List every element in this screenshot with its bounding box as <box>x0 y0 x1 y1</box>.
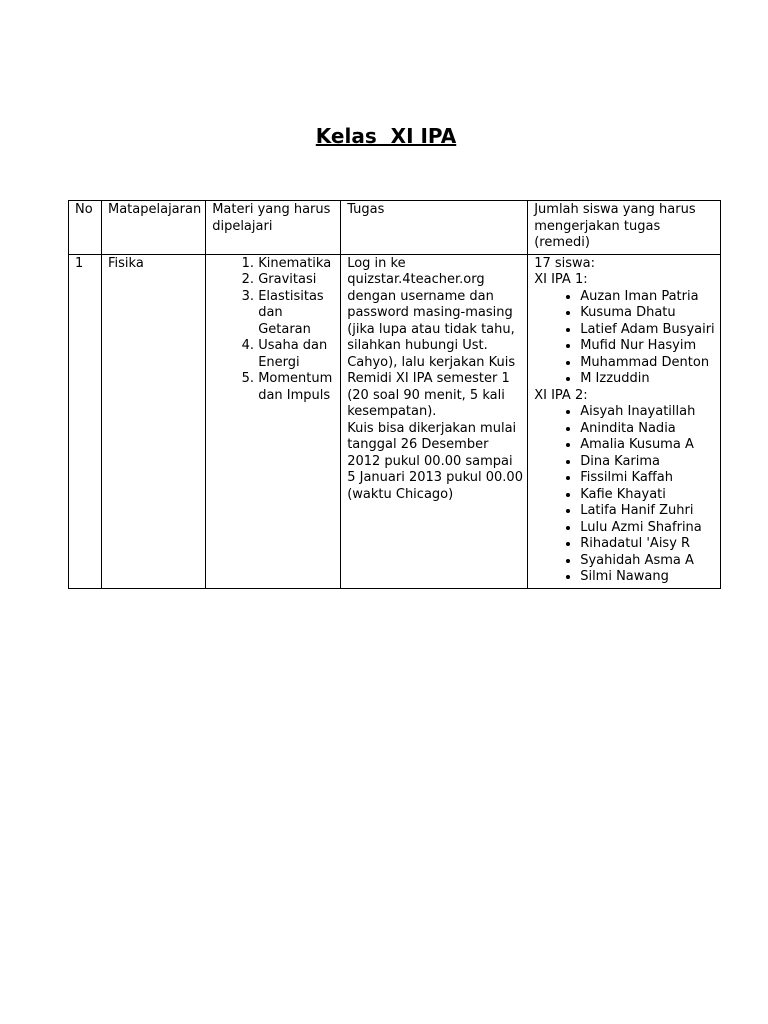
row-materi <box>206 254 341 588</box>
student-item: • Auzan Iman Patria <box>580 289 716 306</box>
materi-item: 5. Momentum dan Impuls <box>258 371 336 404</box>
tugas-schedule: Kuis bisa dikerjakan mulai tanggal 26 Desember 2012 pukul 00.00 sampai 5 Januari 2013 pukul 00.00 (waktu Chicago) <box>347 420 523 502</box>
row-jumlah <box>528 254 721 588</box>
student-item: • Kafie Khayati <box>580 487 716 504</box>
student-item: • Rihadatul 'Aisy R <box>580 536 716 553</box>
class2-student-list <box>534 404 716 586</box>
student-item: • Dina Karima <box>580 454 716 471</box>
table-header-row <box>69 201 721 255</box>
task-table <box>68 200 721 589</box>
tugas-details: (20 soal 90 menit, 5 kali kesempatan). <box>347 387 505 419</box>
student-item: • Syahidah Asma A <box>580 553 716 570</box>
student-item: • Lulu Azmi Shafrina <box>580 520 716 537</box>
class2-label: XI IPA 2: <box>534 387 588 403</box>
student-total: 17 siswa: <box>534 255 596 271</box>
student-item: • Mufid Nur Hasyim <box>580 338 716 355</box>
student-item: • Amalia Kusuma A <box>580 437 716 454</box>
student-item: • Muhammad Denton <box>580 355 716 372</box>
student-item: • Fissilmi Kaffah <box>580 470 716 487</box>
row-subject: Fisika <box>102 254 206 588</box>
header-no: No <box>69 201 102 255</box>
class1-label: XI IPA 1: <box>534 272 588 287</box>
student-item: • Latief Adam Busyairi <box>580 322 716 339</box>
student-item: • Silmi Nawang <box>580 569 716 586</box>
page-title: Kelas XI IPA <box>315 124 457 148</box>
materi-item: 3. Elastisitas dan Getaran <box>258 289 336 339</box>
row-no: 1 <box>69 254 102 588</box>
header-materi: Materi yang harus dipelajari <box>206 201 341 255</box>
tugas-instruction: Log in ke quizstar.4teacher.org dengan username dan password masing-masing (jika lupa atau tidak tahu, silahkan hubungi Ust. Cahyo), lalu kerjakan Kuis Remidi XI IPA semester 1 <box>347 255 516 386</box>
materi-item: 2. Gravitasi <box>258 272 336 289</box>
student-item: • M Izzuddin <box>580 371 716 388</box>
materi-item: 1. Kinematika <box>258 256 336 273</box>
materi-item: 4. Usaha dan Energi <box>258 338 336 371</box>
table-row <box>69 254 721 588</box>
header-jumlah: Jumlah siswa yang harus mengerjakan tugas (remedi) <box>528 201 721 255</box>
student-item: • Kusuma Dhatu <box>580 305 716 322</box>
header-tugas: Tugas <box>341 201 528 255</box>
header-subject: Matapelajaran <box>102 201 206 255</box>
class1-student-list <box>534 289 716 388</box>
student-item: • Aisyah Inayatillah <box>580 404 716 421</box>
materi-list <box>212 256 336 405</box>
student-item: • Latifa Hanif Zuhri <box>580 503 716 520</box>
student-item: • Anindita Nadia <box>580 421 716 438</box>
row-tugas <box>341 254 528 588</box>
